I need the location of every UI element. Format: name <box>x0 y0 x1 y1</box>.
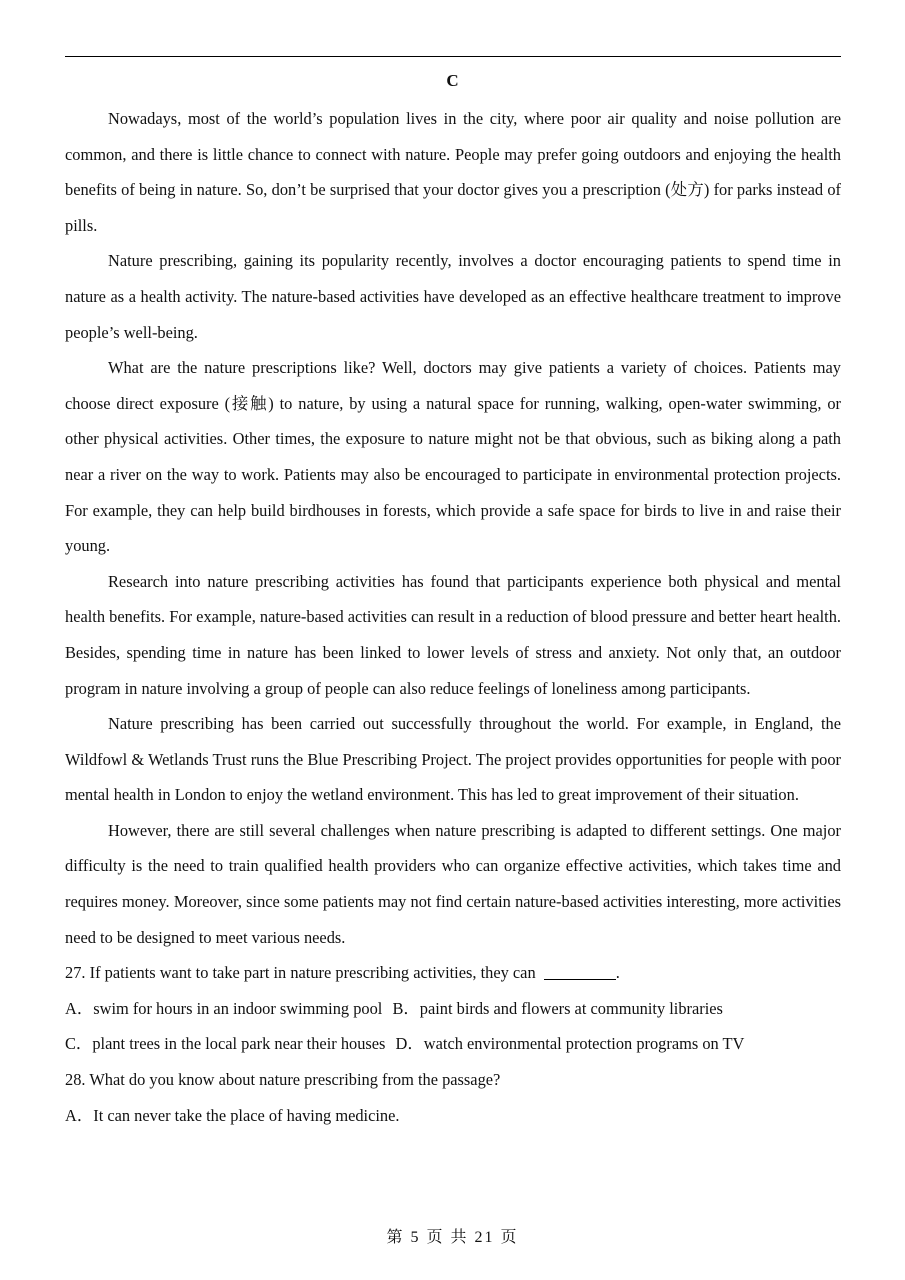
question-stem: If patients want to take part in nature prescribing activities, they can <box>89 963 536 983</box>
question-number: 27. <box>65 963 86 983</box>
paragraph-1: Nowadays, most of the world’s population lives in the city, where poor air quality and noise pollution are common, and there is little chance to connect with nature. People may prefer going outdoors and enjoying the health benefits of being in nature. So, don’t be surprised that your doctor gives you a prescription (处方) for parks instead of pills. <box>65 109 841 235</box>
question-stem: What do you know about nature prescribing from the passage? <box>89 1070 501 1090</box>
options-row-q28 <box>65 1098 841 1134</box>
option-a[interactable]: A．It can never take the place of having medicine. <box>65 1105 400 1125</box>
option-c[interactable]: C．plant trees in the local park near their houses <box>65 1034 386 1054</box>
options-row-cd <box>65 1026 841 1062</box>
section-label: C <box>446 71 459 90</box>
passage-body <box>65 101 841 1133</box>
answer-blank <box>544 963 616 980</box>
question-number: 28. <box>65 1070 86 1090</box>
paragraph-5: Nature prescribing has been carried out successfully throughout the world. For example, in England, the Wildfowl & Wetlands Trust runs the Blue Prescribing Project. The project provides opportunities for people with poor mental health in London to enjoy the wetland environment. This has led to great improvement of their situation. <box>65 714 841 805</box>
question-27: 27. If patients want to take part in nature prescribing activities, they can . <box>65 963 620 983</box>
option-a[interactable]: A．swim for hours in an indoor swimming pool <box>65 998 383 1018</box>
paragraph-3: What are the nature prescriptions like? Well, doctors may give patients a variety of choices. Patients may choose direct exposure (接触) to nature, by using a natural space for running, walking, open-water swimming, or other physical activities. Other times, the exposure to nature might not be that obvious, such as biking along a path near a river on the way to work. Patients may also be encouraged to participate in environmental protection projects. For example, they can help build birdhouses in forests, which provide a safe space for birds to live in and raise their young. <box>65 358 841 556</box>
option-b[interactable]: B．paint birds and flowers at community libraries <box>392 998 723 1018</box>
paragraph-4: Research into nature prescribing activities has found that participants experience both physical and mental health benefits. For example, nature-based activities can result in a reduction of blood pressure and better heart health. Besides, spending time in nature has been linked to lower levels of stress and anxiety. Not only that, an outdoor program in nature involving a group of people can also reduce feelings of loneliness among participants. <box>65 571 841 698</box>
option-d[interactable]: D．watch environmental protection programs on TV <box>395 1034 745 1054</box>
paragraph-2: Nature prescribing, gaining its popularity recently, involves a doctor encouraging patients to spend time in nature as a health activity. The nature-based activities have developed as an effective healthcare treatment to improve people’s well-being. <box>65 251 841 342</box>
paragraph-6: However, there are still several challenges when nature prescribing is adapted to different settings. One major difficulty is the need to train qualified health providers who can organize effective activities, which takes time and requires money. Moreover, since some patients may not find certain nature-based activities interesting, more activities need to be designed to meet various needs. <box>65 820 841 947</box>
page-footer: 第 5 页 共 21 页 <box>386 1229 519 1246</box>
header-rule <box>65 56 841 57</box>
question-28 <box>65 1062 841 1098</box>
options-row-ab <box>65 991 841 1027</box>
